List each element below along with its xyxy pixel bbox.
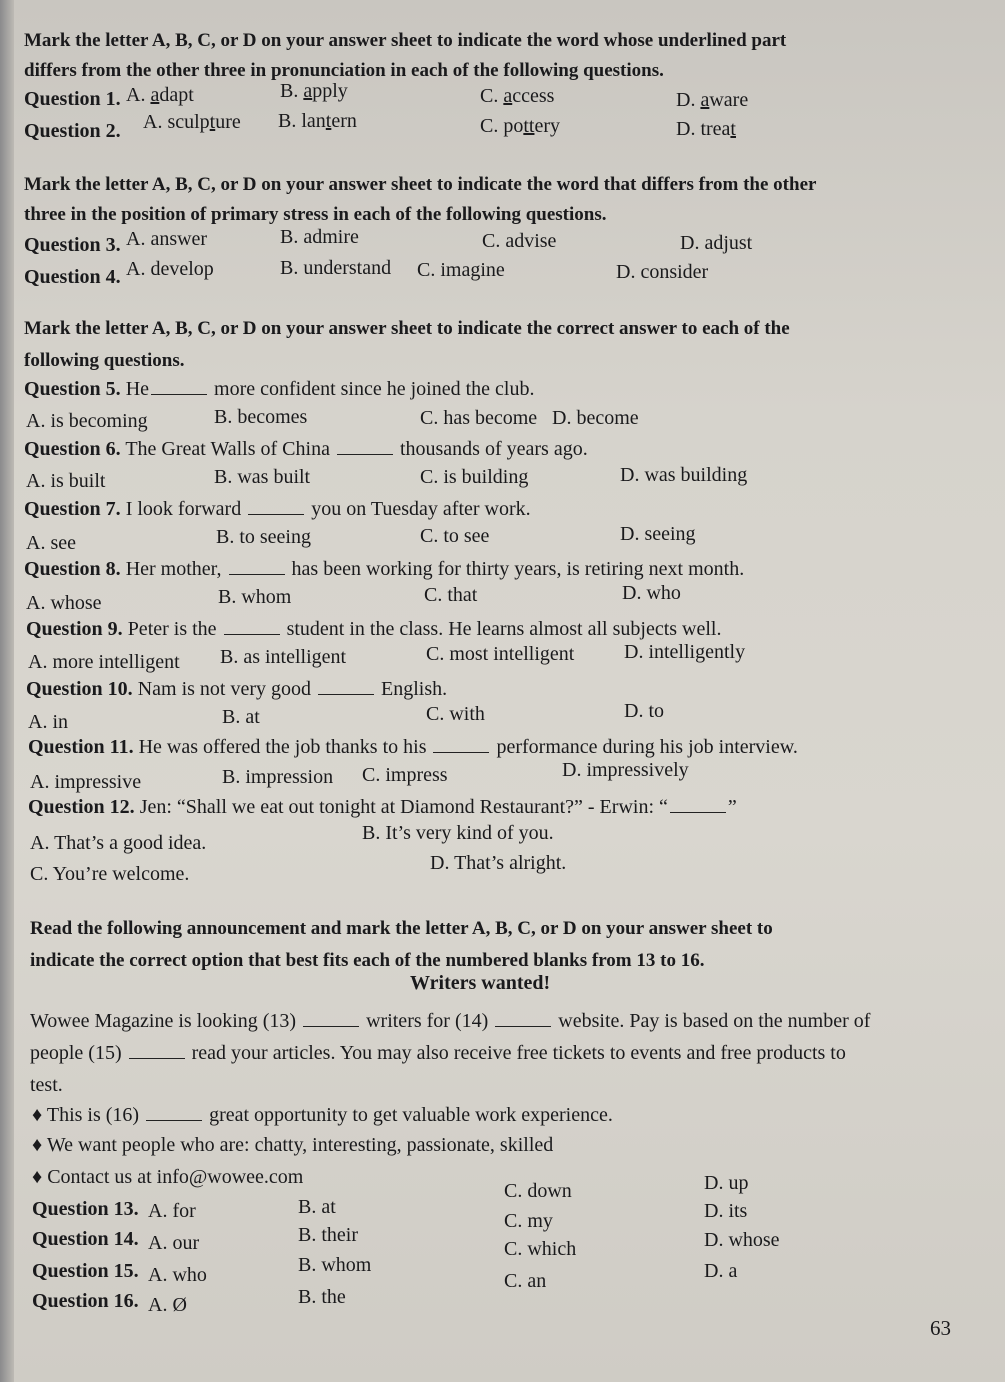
question-stem: The Great Walls of China — [125, 438, 330, 460]
question-label: Question 9. — [26, 618, 123, 640]
option-4b[interactable]: B. understand — [280, 257, 392, 279]
question-12 — [28, 796, 737, 819]
diamond-bullet-icon: ♦ — [32, 1134, 43, 1156]
question-1 — [24, 88, 121, 111]
question-stem-end: ” — [727, 796, 737, 818]
passage-title: Writers wanted! — [410, 972, 551, 994]
blank-15[interactable] — [129, 1042, 185, 1059]
passage-line-1 — [30, 1010, 870, 1033]
option-15a[interactable]: A. who — [148, 1264, 207, 1286]
option-1c[interactable]: C. access — [480, 85, 555, 107]
blank-14[interactable] — [495, 1010, 551, 1027]
instruction-stress-2: three in the position of primary stress in each of the following questions. — [24, 204, 607, 225]
answer-blank[interactable] — [224, 618, 280, 635]
option-2d[interactable]: D. treat — [676, 118, 736, 140]
option-10a[interactable]: A. in — [28, 711, 68, 733]
option-14a[interactable]: A. our — [148, 1232, 200, 1254]
option-1b[interactable]: B. apply — [280, 80, 348, 102]
passage-bullet-1 — [32, 1104, 613, 1127]
question-stem-end: thousands of years ago. — [399, 438, 588, 460]
instruction-reading-2: indicate the correct option that best fits each of the numbered blanks from 13 to 16. — [30, 950, 705, 971]
option-6d[interactable]: D. was building — [620, 464, 748, 486]
option-3b[interactable]: B. admire — [280, 226, 359, 248]
option-7d[interactable]: D. seeing — [620, 523, 696, 545]
question-label: Question 11. — [28, 736, 134, 758]
option-2c[interactable]: C. pottery — [480, 115, 561, 137]
question-label: Question 14. — [32, 1228, 139, 1250]
option-12b[interactable]: B. It’s very kind of you. — [362, 822, 554, 844]
answer-blank[interactable] — [318, 678, 374, 695]
question-label: Question 8. — [24, 558, 121, 580]
option-8a[interactable]: A. whose — [26, 592, 102, 614]
option-15c[interactable]: C. which — [504, 1238, 577, 1260]
question-stem-end: performance during his job interview. — [496, 736, 798, 758]
question-7 — [24, 498, 531, 521]
question-11 — [28, 736, 798, 759]
answer-blank[interactable] — [337, 438, 393, 455]
option-10d[interactable]: D. to — [624, 700, 664, 722]
option-4d[interactable]: D. consider — [616, 261, 709, 283]
question-10 — [26, 678, 447, 701]
option-16d[interactable]: D. a — [704, 1260, 738, 1282]
option-15d[interactable]: D. whose — [704, 1229, 780, 1251]
option-5b[interactable]: B. becomes — [214, 406, 308, 428]
question-label: Question 4. — [24, 266, 121, 288]
passage-text: writers for (14) — [366, 1010, 489, 1032]
question-stem-end: has been working for thirty years, is retiring next month. — [291, 558, 745, 580]
passage-bullet-2 — [32, 1134, 553, 1157]
option-14c[interactable]: C. my — [504, 1210, 553, 1232]
passage-text: Wowee Magazine is looking (13) — [30, 1010, 297, 1032]
question-label: Question 13. — [32, 1198, 139, 1220]
option-6c[interactable]: C. is building — [420, 466, 529, 488]
diamond-bullet-icon: ♦ — [32, 1166, 43, 1188]
passage-line-2 — [30, 1042, 846, 1065]
answer-blank[interactable] — [151, 378, 207, 395]
question-6 — [24, 438, 588, 461]
option-13c[interactable]: C. down — [504, 1180, 572, 1202]
question-stem-end: you on Tuesday after work. — [311, 498, 531, 520]
instruction-stress-1: Mark the letter A, B, C, or D on your answer sheet to indicate the word that differs from the other — [24, 174, 817, 195]
option-8d[interactable]: D. who — [622, 582, 681, 604]
option-7b[interactable]: B. to seeing — [216, 526, 311, 548]
option-8b[interactable]: B. whom — [218, 586, 292, 608]
option-4a[interactable]: A. develop — [126, 258, 214, 280]
option-12d[interactable]: D. That’s alright. — [430, 852, 567, 874]
diamond-bullet-icon: ♦ — [32, 1104, 43, 1126]
option-10b[interactable]: B. at — [222, 706, 260, 728]
option-11c[interactable]: C. impress — [362, 764, 448, 786]
instruction-correct-1: Mark the letter A, B, C, or D on your answer sheet to indicate the correct answer to each of the — [24, 318, 790, 339]
question-4 — [24, 266, 121, 289]
question-8 — [24, 558, 744, 581]
question-label: Question 3. — [24, 234, 121, 256]
question-stem-end: more confident since he joined the club. — [214, 378, 535, 400]
question-label: Question 2. — [24, 120, 121, 142]
question-9 — [26, 618, 721, 641]
instruction-correct-2: following questions. — [24, 350, 185, 371]
question-label: Question 15. — [32, 1260, 139, 1282]
passage-text: people (15) — [30, 1042, 122, 1064]
passage-text: website. Pay is based on the number of — [558, 1010, 871, 1032]
option-9c[interactable]: C. most intelligent — [426, 643, 575, 665]
option-7a[interactable]: A. see — [26, 532, 76, 554]
passage-text: This is (16) — [46, 1104, 140, 1126]
option-11d[interactable]: D. impressively — [562, 759, 689, 781]
option-3a[interactable]: A. answer — [126, 228, 208, 250]
option-14d[interactable]: D. its — [704, 1200, 748, 1222]
question-stem-end: English. — [381, 678, 448, 700]
question-stem: Jen: “Shall we eat out tonight at Diamond Restaurant?” - Erwin: “ — [139, 796, 668, 818]
option-1d[interactable]: D. aware — [676, 89, 749, 111]
instruction-reading-1: Read the following announcement and mark the letter A, B, C, or D on your answer sheet to — [30, 918, 773, 939]
option-10c[interactable]: C. with — [426, 703, 485, 725]
question-13 — [32, 1198, 139, 1221]
question-16 — [32, 1290, 139, 1313]
question-label: Question 7. — [24, 498, 121, 520]
option-5c[interactable]: C. has become — [420, 407, 538, 429]
answer-blank[interactable] — [433, 736, 489, 753]
option-3d[interactable]: D. adjust — [680, 232, 753, 254]
instruction-pronunciation-2: differs from the other three in pronunciation in each of the following questions. — [24, 60, 664, 81]
blank-13[interactable] — [303, 1010, 359, 1027]
question-14 — [32, 1228, 139, 1251]
option-11b[interactable]: B. impression — [222, 766, 334, 788]
option-11a[interactable]: A. impressive — [30, 771, 142, 793]
option-9d[interactable]: D. intelligently — [624, 641, 746, 663]
passage-text: read your articles. You may also receive free tickets to events and free products to — [191, 1042, 846, 1064]
question-label: Question 5. — [24, 378, 121, 400]
passage-text: Contact us at info@wowee.com — [47, 1166, 304, 1188]
question-3 — [24, 234, 121, 257]
question-15 — [32, 1260, 139, 1283]
blank-16[interactable] — [146, 1104, 202, 1121]
option-13a[interactable]: A. for — [148, 1200, 196, 1222]
option-1a[interactable]: A. adapt — [126, 84, 194, 106]
option-16b[interactable]: B. the — [298, 1286, 346, 1308]
question-label: Question 10. — [26, 678, 133, 700]
option-4c[interactable]: C. imagine — [417, 259, 505, 281]
page-edge — [0, 0, 14, 1382]
question-stem: Her mother, — [125, 558, 222, 580]
instruction-pronunciation-1: Mark the letter A, B, C, or D on your answer sheet to indicate the word whose underlined part — [24, 30, 787, 51]
page-number: 63 — [930, 1316, 951, 1340]
answer-blank[interactable] — [248, 498, 304, 515]
option-3c[interactable]: C. advise — [482, 230, 557, 252]
question-label: Question 16. — [32, 1290, 139, 1312]
option-6b[interactable]: B. was built — [214, 466, 311, 488]
question-2 — [24, 120, 121, 143]
passage-text: great opportunity to get valuable work experience. — [209, 1104, 613, 1126]
option-14b[interactable]: B. their — [298, 1224, 358, 1246]
option-13b[interactable]: B. at — [298, 1196, 336, 1218]
passage-bullet-3 — [32, 1166, 303, 1189]
option-7c[interactable]: C. to see — [420, 525, 490, 547]
option-2b[interactable]: B. lantern — [278, 110, 357, 132]
option-2a[interactable]: A. sculpture — [143, 111, 241, 133]
option-5d[interactable]: D. become — [552, 407, 639, 429]
option-8c[interactable]: C. that — [424, 584, 478, 606]
question-stem: I look forward — [125, 498, 242, 520]
option-15b[interactable]: B. whom — [298, 1254, 372, 1276]
option-16a[interactable]: A. Ø — [148, 1294, 187, 1316]
option-12a[interactable]: A. That’s a good idea. — [30, 832, 207, 854]
question-stem-end: student in the class. He learns almost all subjects well. — [286, 618, 722, 640]
passage-line-3: test. — [30, 1074, 63, 1096]
option-9b[interactable]: B. as intelligent — [220, 646, 347, 668]
answer-blank[interactable] — [229, 558, 285, 575]
option-5a[interactable]: A. is becoming — [26, 410, 148, 432]
question-stem: Peter is the — [127, 618, 217, 640]
option-13d[interactable]: D. up — [704, 1172, 749, 1194]
question-label: Question 1. — [24, 88, 121, 110]
option-16c[interactable]: C. an — [504, 1270, 547, 1292]
question-5 — [24, 378, 534, 401]
question-label: Question 12. — [28, 796, 135, 818]
answer-blank[interactable] — [670, 796, 726, 813]
option-9a[interactable]: A. more intelligent — [28, 651, 180, 673]
option-12c[interactable]: C. You’re welcome. — [30, 863, 190, 885]
question-stem: He was offered the job thanks to his — [138, 736, 427, 758]
passage-text: We want people who are: chatty, interesting, passionate, skilled — [46, 1134, 554, 1156]
question-stem: He — [125, 378, 150, 400]
option-6a[interactable]: A. is built — [26, 470, 106, 492]
question-stem: Nam is not very good — [137, 678, 311, 700]
question-label: Question 6. — [24, 438, 121, 460]
